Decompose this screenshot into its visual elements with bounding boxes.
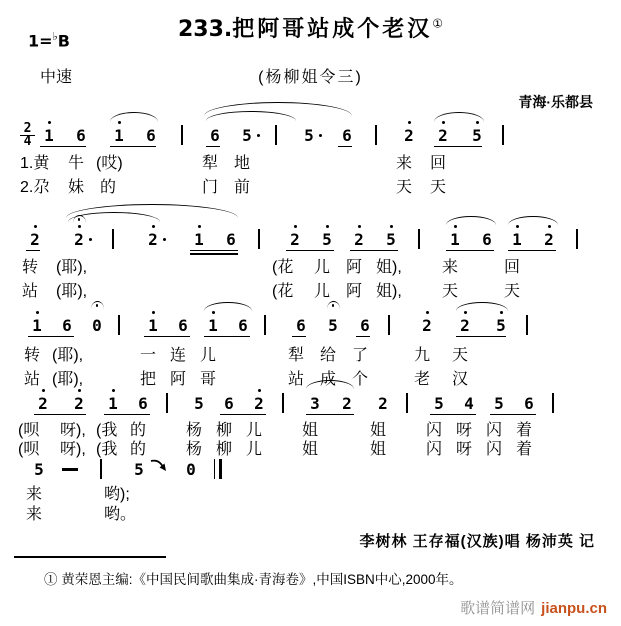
lyric-syllable: 一 [140,347,157,364]
note-digit [458,316,472,335]
octave-dot-icon [36,311,39,314]
beam-underline [220,414,266,416]
lyric-syllable: 哟。 [104,506,137,523]
note-value: 5 [472,126,482,145]
note-digit [176,316,190,335]
note-digit [206,316,220,335]
lyric-syllable: (耶), [56,283,88,300]
note-digit [132,460,146,479]
octave-dot-icon [548,225,551,228]
augmentation-dot-icon [89,238,92,241]
lyric-syllable: 天 [452,347,469,364]
lyric-syllable: 儿 [314,283,331,300]
note-value: 5 [434,394,444,413]
note-digit [72,394,86,413]
lyric-syllable: (耶), [52,347,84,364]
lyric-syllable: 柳 [216,441,233,458]
note-digit [480,230,494,249]
lyric-syllable: 转 [24,347,41,364]
barline [100,459,102,479]
note-digit [60,316,74,335]
note-value: 6 [296,316,306,335]
note-value: 5 [496,316,506,335]
note-value: 4 [464,394,474,413]
lyric-syllable: 站 [288,371,305,388]
meter-numerator: 2 [20,124,35,136]
note-digit [240,126,254,145]
note-value: 6 [138,394,148,413]
fermata-icon [91,301,104,309]
lyric-syllable: 来 [26,506,43,523]
note-digit [492,394,506,413]
octave-dot-icon [48,121,51,124]
beam-underline [40,146,86,148]
note-digit [136,394,150,413]
note-digit [432,394,446,413]
lyric-syllable: 呀 [456,441,473,458]
note-value: 2 [38,394,48,413]
barline [112,229,114,249]
lyric-syllable: 的 [130,441,147,458]
octave-dot-icon [358,225,361,228]
octave-dot-icon [212,311,215,314]
lyric-syllable: 姐 [370,422,387,439]
note-digit [522,394,536,413]
note-digit [146,230,160,249]
lyric-syllable: 天 [504,283,521,300]
lyric-syllable: 天 [430,179,447,196]
note-digit [106,394,120,413]
lyric-syllable: 着 [516,441,533,458]
note-value: 1 [44,126,54,145]
lyric-syllable: 回 [430,155,447,172]
note-value: 5 [34,460,44,479]
lyric-syllable: 回 [504,259,521,276]
beam-underline [446,250,494,252]
lyric-syllable: 姐 [302,441,319,458]
barline [181,125,183,145]
beam-underline [456,336,506,338]
note-value: 5 [494,394,504,413]
barline [282,393,284,413]
note-value: 6 [524,394,534,413]
note-value: 5 [304,126,314,145]
beam-underline [204,336,250,338]
lyric-syllable: 了 [352,347,369,364]
lyric-syllable: (呗 [18,441,40,458]
beam-underline [110,146,156,148]
lyric-syllable: 闪 [486,422,503,439]
octave-dot-icon [390,225,393,228]
note-digit [222,394,236,413]
note-value: 0 [92,316,102,335]
lyric-syllable: 呀), [60,441,86,458]
note-digit [144,126,158,145]
duration-dash [62,468,78,471]
lyric-syllable: (耶), [56,259,88,276]
barline [502,125,504,145]
lyric-syllable: 犁 [288,347,305,364]
lyric-syllable: 汉 [452,371,469,388]
note-value: 5 [386,230,396,249]
lyric-syllable: 姐), [376,283,402,300]
beam-underline [434,146,482,148]
note-digit [224,230,238,249]
note-value: 2 [342,394,352,413]
footnote-divider [14,556,166,558]
lyric-syllable: 姐 [302,422,319,439]
note-digit [402,126,416,145]
lyric-syllable: (哎) [96,155,123,172]
music-system-1 [0,121,621,206]
lyric-syllable: 着 [516,422,533,439]
note-digit [146,316,160,335]
slur-arc [434,112,484,122]
beam-underline [306,414,354,416]
lyric-syllable: 老 [414,371,431,388]
note-value: 1 [194,230,204,249]
lyric-syllable: 呀), [60,422,86,439]
song-number: 233. [177,17,233,42]
note-digit [294,316,308,335]
footnote-reference-mark: ① [432,16,444,31]
barline [118,315,120,335]
note-value: 0 [186,460,196,479]
lyric-syllable: 九 [414,347,431,364]
note-value: 1 [148,316,158,335]
note-value: 2 [460,316,470,335]
lyric-syllable: 成 [320,371,337,388]
lyric-syllable: 姐), [376,259,402,276]
note-digit [90,316,104,335]
beam-underline [34,414,86,416]
music-system-2 [0,230,621,310]
lyric-syllable: 牛 [68,155,85,172]
note-digit [448,230,462,249]
note-value: 1 [114,126,124,145]
note-digit [302,126,316,145]
barline [406,393,408,413]
song-title-text: 把阿哥站成个老汉 [232,17,433,42]
note-value: 6 [146,126,156,145]
lyric-syllable: 门 [202,179,219,196]
fermata-icon [327,301,340,309]
note-value: 2 [74,394,84,413]
barline [388,315,390,335]
octave-dot-icon [326,225,329,228]
note-value: 2 [254,394,264,413]
beam-underline [508,250,556,252]
octave-dot-icon [294,225,297,228]
octave-dot-icon [258,389,261,392]
note-value: 2 [74,230,84,249]
note-digit [74,126,88,145]
flat-sign-icon: ♭ [52,30,58,43]
footnote-citation: ① 黄荣恩主编:《中国民间歌曲集成·青海卷》,中国ISBN中心,2000年。 [44,572,463,587]
note-digit [72,230,86,249]
augmentation-dot-icon [319,134,322,137]
note-value: 5 [242,126,252,145]
note-value: 1 [208,316,218,335]
note-value: 2 [378,394,388,413]
lyric-syllable: (呗 [18,422,40,439]
note-digit [376,394,390,413]
note-value: 2 [404,126,414,145]
slur-arc [508,216,558,225]
lyric-syllable: 的 [100,179,117,196]
note-value: 6 [360,316,370,335]
lyric-syllable: 儿 [246,441,263,458]
lyric-syllable: 连 [170,347,187,364]
note-digit [288,230,302,249]
lyric-syllable: 个 [352,371,369,388]
note-digit [470,126,484,145]
lyric-syllable: 呀 [456,422,473,439]
note-digit [42,126,56,145]
note-value: 2 [290,230,300,249]
octave-dot-icon [152,225,155,228]
barline [258,229,260,249]
octave-dot-icon [34,225,37,228]
lyric-syllable: 阿 [170,371,187,388]
note-digit [28,230,42,249]
watermark [460,597,607,618]
barline [275,125,277,145]
barline [576,229,578,249]
lyric-syllable: 来 [396,155,413,172]
note-digit [326,316,340,335]
note-digit [340,126,354,145]
key-prefix: 1= [28,31,53,51]
beam-underline [430,414,476,416]
note-digit [252,394,266,413]
note-value: 2 [30,230,40,249]
octave-dot-icon [112,389,115,392]
octave-dot-icon [408,121,411,124]
lyric-syllable: 妹 [68,179,85,196]
note-value: 6 [482,230,492,249]
note-value: 5 [134,460,144,479]
lyric-syllable: 儿 [314,259,331,276]
note-value: 2 [148,230,158,249]
barline [526,315,528,335]
note-digit [308,394,322,413]
lyric-syllable: 哥 [200,371,217,388]
note-digit [112,126,126,145]
note-value: 1 [450,230,460,249]
beam-underline [350,250,398,252]
lyric-syllable: 犁 [202,155,219,172]
note-value: 2 [422,316,432,335]
meter-denominator: 4 [23,134,32,149]
lyric-syllable: (我 [96,441,118,458]
lyric-syllable: 阿 [346,283,363,300]
beam-underline [26,250,40,252]
music-system-5 [0,460,621,540]
note-value: 2 [438,126,448,145]
lyric-syllable: 柳 [216,422,233,439]
key-letter: B [57,31,70,51]
fall-mark-icon [150,457,168,474]
octave-dot-icon [78,225,81,228]
lyric-syllable: 天 [442,283,459,300]
note-digit [358,316,372,335]
note-value: 6 [210,126,220,145]
barline [418,229,420,249]
lyric-syllable: 闪 [486,441,503,458]
note-value: 6 [62,316,72,335]
beam-underline [490,414,536,416]
time-signature [20,121,35,149]
beam-underline [104,414,150,416]
note-value: 2 [544,230,554,249]
lyric-syllable: 天 [396,179,413,196]
note-value: 3 [310,394,320,413]
note-value: 6 [342,126,352,145]
octave-dot-icon [500,311,503,314]
beam-underline [144,336,190,338]
note-value: 1 [32,316,42,335]
note-digit [384,230,398,249]
lyric-syllable: 姐 [370,441,387,458]
lyric-syllable: 来 [442,259,459,276]
slur-arc [110,112,158,122]
octave-dot-icon [152,311,155,314]
lyric-syllable: 儿 [246,422,263,439]
note-digit [184,460,198,479]
lyric-syllable: 1.黄 [20,155,50,172]
beam-underline [338,146,352,148]
credits-line: 李树林 王存福(汉族)唱 杨沛英 记 [359,533,595,550]
note-digit [542,230,556,249]
watermark-link[interactable]: jianpu.cn [541,600,607,617]
note-value: 6 [238,316,248,335]
lyric-syllable: 站 [24,371,41,388]
note-value: 5 [322,230,332,249]
lyric-syllable: 前 [234,179,251,196]
lyric-syllable: 2.尕 [20,179,50,196]
note-value: 2 [354,230,364,249]
lyric-syllable: 哟); [104,486,130,503]
note-value: 1 [512,230,522,249]
note-digit [208,126,222,145]
lyric-syllable: 阿 [346,259,363,276]
beam-underline [190,250,238,252]
lyric-syllable: 的 [130,422,147,439]
lyric-syllable: (花 [272,283,294,300]
note-digit [510,230,524,249]
beam-underline [292,336,306,338]
lyric-syllable: 地 [234,155,251,172]
note-value: 5 [194,394,204,413]
barline [264,315,266,335]
tempo-marking: 中速 [40,69,73,86]
note-digit [320,230,334,249]
note-value: 5 [328,316,338,335]
note-digit [32,460,46,479]
note-value: 6 [178,316,188,335]
note-value: 1 [108,394,118,413]
note-digit [494,316,508,335]
note-digit [352,230,366,249]
beam-underline [28,336,74,338]
note-value: 6 [76,126,86,145]
barline [375,125,377,145]
octave-dot-icon [516,225,519,228]
lyric-syllable: 把 [140,371,157,388]
lyric-syllable: 杨 [186,441,203,458]
barline [166,393,168,413]
note-digit [30,316,44,335]
octave-dot-icon [198,225,201,228]
lyric-syllable: 给 [320,347,337,364]
note-value: 6 [224,394,234,413]
octave-dot-icon [42,389,45,392]
lyric-syllable: 来 [26,486,43,503]
slur-arc [446,216,496,225]
lyric-syllable: (耶), [52,371,84,388]
lyric-syllable: 儿 [200,347,217,364]
final-barline [214,459,222,479]
beam-underline [356,336,370,338]
augmentation-dot-icon [257,134,260,137]
lyric-syllable: (花 [272,259,294,276]
note-digit [462,394,476,413]
lyric-syllable: (我 [96,422,118,439]
octave-dot-icon [78,389,81,392]
note-digit [36,394,50,413]
octave-dot-icon [454,225,457,228]
lyric-syllable: 站 [22,283,39,300]
note-digit [436,126,450,145]
song-subtitle: (杨柳姐令三) [258,69,363,86]
note-digit [420,316,434,335]
beam-underline [190,253,238,255]
note-digit [192,394,206,413]
lyric-syllable: 杨 [186,422,203,439]
lyric-syllable: 闪 [426,441,443,458]
octave-dot-icon [426,311,429,314]
barline [552,393,554,413]
octave-dot-icon [464,311,467,314]
lyric-syllable: 闪 [426,422,443,439]
beam-underline [206,146,220,148]
lyric-syllable: 转 [22,259,39,276]
note-digit [192,230,206,249]
augmentation-dot-icon [163,238,166,241]
note-digit [340,394,354,413]
watermark-site-name: 歌谱简谱网 [460,600,536,617]
note-digit [236,316,250,335]
region-label: 青海·乐都县 [518,94,593,110]
note-value: 6 [226,230,236,249]
beam-underline [286,250,334,252]
